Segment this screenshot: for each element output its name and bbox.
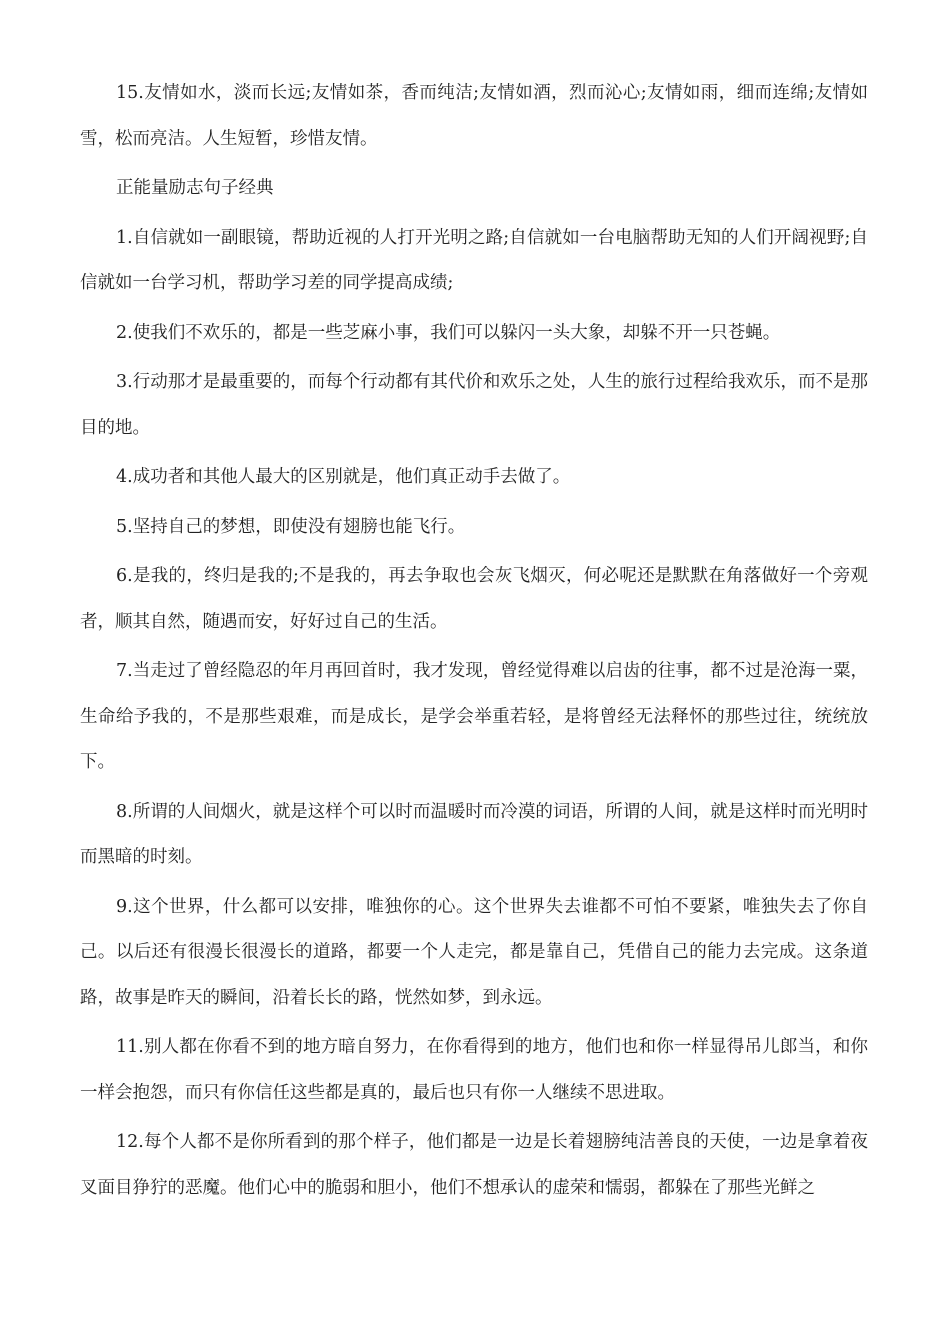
paragraph-15-friendship: 15.友情如水，淡而长远;友情如茶，香而纯洁;友情如酒，烈而沁心;友情如雨，细而连绵;友情如雪，松而亮洁。人生短暂，珍惜友情。	[80, 83, 868, 149]
paragraph-7: 7.当走过了曾经隐忍的年月再回首时，我才发现，曾经觉得难以启齿的往事，都不过是沧海一粟，生命给予我的，不是那些艰难，而是成长，是学会举重若轻，是将曾经无法释怀的那些过往，统统放下。	[80, 661, 868, 772]
section-heading: 正能量励志句子经典	[116, 178, 274, 198]
document-body	[80, 71, 868, 1215]
paragraph-5: 5.坚持自己的梦想，即使没有翅膀也能飞行。	[116, 516, 466, 537]
paragraph-1: 1.自信就如一副眼镜，帮助近视的人打开光明之路;自信就如一台电脑帮助无知的人们开阔视野;自信就如一台学习机，帮助学习差的同学提高成绩;	[80, 227, 868, 293]
paragraph-12: 12.每个人都不是你所看到的那个样子，他们都是一边是长着翅膀纯洁善良的天使，一边是拿着夜叉面目狰狞的恶魔。他们心中的脆弱和胆小，他们不想承认的虚荣和懦弱，都躲在了那些光鲜之	[80, 1132, 868, 1198]
paragraph-11: 11.别人都在你看不到的地方暗自努力，在你看得到的地方，他们也和你一样显得吊儿郎当，和你一样会抱怨，而只有你信任这些都是真的，最后也只有你一人继续不思进取。	[80, 1037, 868, 1103]
paragraph-3: 3.行动那才是最重要的，而每个行动都有其代价和欢乐之处，人生的旅行过程给我欢乐，而不是那目的地。	[80, 372, 868, 438]
paragraph-2: 2.使我们不欢乐的，都是一些芝麻小事，我们可以躲闪一头大象，却躲不开一只苍蝇。	[116, 322, 781, 343]
paragraph-9: 9.这个世界，什么都可以安排，唯独你的心。这个世界失去谁都不可怕不要紧，唯独失去了你自己。以后还有很漫长很漫长的道路，都要一个人走完，都是靠自己，凭借自己的能力去完成。这条道路，故事是昨天的瞬间，沿着长长的路，恍然如梦，到永远。	[80, 896, 868, 1008]
paragraph-6: 6.是我的，终归是我的;不是我的，再去争取也会灰飞烟灭，何必呢还是默默在角落做好一个旁观者，顺其自然，随遇而安，好好过自己的生活。	[80, 566, 868, 632]
paragraph-8: 8.所谓的人间烟火，就是这样个可以时而温暖时而冷漠的词语，所谓的人间，就是这样时而光明时而黑暗的时刻。	[80, 801, 868, 867]
paragraph-4: 4.成功者和其他人最大的区别就是，他们真正动手去做了。	[116, 467, 571, 487]
